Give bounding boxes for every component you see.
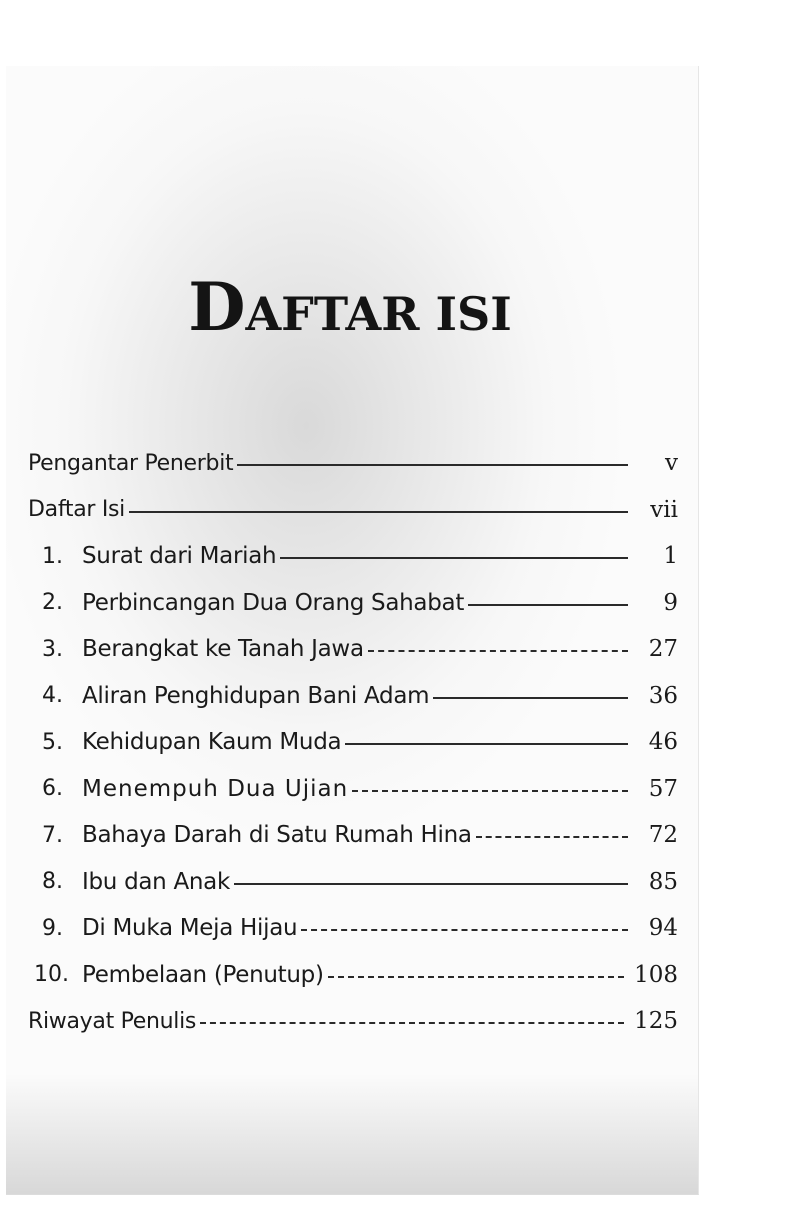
- toc-entry-label: Aliran Penghidupan Bani Adam: [82, 682, 430, 709]
- page-shadow: [6, 1074, 698, 1194]
- toc-entry-label: Kehidupan Kaum Muda: [82, 729, 342, 756]
- toc-entry-chapter-7: [28, 812, 678, 859]
- leader-line: [328, 976, 624, 978]
- toc-entry-page: 85: [648, 868, 678, 895]
- toc-entry-page: v: [665, 450, 678, 477]
- toc-entry-page: 57: [648, 775, 678, 802]
- leader-line: [368, 650, 628, 652]
- chapter-number: 7.: [42, 822, 63, 848]
- leader-line: [301, 929, 628, 931]
- toc-entry-label: Di Muka Meja Hijau: [82, 915, 298, 942]
- toc-entry-riwayat: [28, 998, 678, 1045]
- page-title: [0, 268, 700, 346]
- leader-line: [280, 557, 628, 559]
- toc-entry-chapter-1: [28, 533, 678, 580]
- toc-entry-chapter-10: [28, 952, 678, 999]
- title-initial: D: [188, 268, 246, 346]
- toc-entry-label: Perbincangan Dua Orang Sahabat: [82, 589, 465, 616]
- toc-entry-page: 108: [634, 961, 678, 988]
- toc-entry-page: 125: [634, 1008, 678, 1035]
- toc-entry-label: Pengantar Penerbit: [28, 450, 234, 476]
- toc-entry-pengantar: [28, 440, 678, 487]
- toc-entry-label: Ibu dan Anak: [82, 868, 230, 895]
- toc-entry-label: Daftar Isi: [28, 497, 125, 523]
- toc-entry-page: 1: [663, 543, 678, 570]
- chapter-number: 4.: [42, 683, 63, 709]
- leader-line: [237, 464, 628, 466]
- toc-entry-page: vii: [650, 496, 678, 523]
- leader-line: [468, 604, 628, 606]
- leader-line: [200, 1022, 624, 1024]
- leader-line: [345, 743, 628, 745]
- toc-entry-page: 36: [648, 682, 678, 709]
- toc-entry-page: 9: [663, 589, 678, 616]
- toc-entry-page: 46: [648, 729, 678, 756]
- table-of-contents: [28, 440, 678, 1045]
- toc-entry-chapter-8: [28, 859, 678, 906]
- toc-entry-chapter-4: [28, 673, 678, 720]
- toc-entry-daftar-isi: [28, 487, 678, 534]
- leader-line: [476, 836, 628, 838]
- toc-entry-label: Pembelaan (Penutup): [82, 961, 324, 988]
- leader-line: [129, 511, 628, 513]
- toc-entry-label: Bahaya Darah di Satu Rumah Hina: [82, 822, 472, 849]
- toc-entry-chapter-2: [28, 580, 678, 627]
- toc-entry-page: 94: [648, 915, 678, 942]
- leader-line: [352, 790, 628, 792]
- chapter-number: 3.: [42, 636, 63, 662]
- toc-entry-label: Riwayat Penulis: [28, 1008, 197, 1034]
- toc-entry-chapter-6: [28, 766, 678, 813]
- chapter-number: 5.: [42, 729, 63, 755]
- title-rest: AFTAR ISI: [245, 287, 512, 341]
- chapter-number: 10.: [34, 962, 69, 988]
- toc-entry-label: Menempuh Dua Ujian: [82, 775, 349, 802]
- toc-entry-label: Surat dari Mariah: [82, 543, 277, 570]
- chapter-number: 6.: [42, 776, 63, 802]
- chapter-number: 8.: [42, 869, 63, 895]
- toc-entry-label: Berangkat ke Tanah Jawa: [82, 636, 364, 663]
- chapter-number: 1.: [42, 543, 63, 569]
- leader-line: [234, 883, 628, 885]
- toc-entry-page: 27: [648, 636, 678, 663]
- toc-entry-chapter-9: [28, 905, 678, 952]
- toc-entry-chapter-5: [28, 719, 678, 766]
- chapter-number: 2.: [42, 590, 63, 616]
- toc-entry-page: 72: [648, 822, 678, 849]
- toc-entry-chapter-3: [28, 626, 678, 673]
- leader-line: [433, 697, 628, 699]
- chapter-number: 9.: [42, 915, 63, 941]
